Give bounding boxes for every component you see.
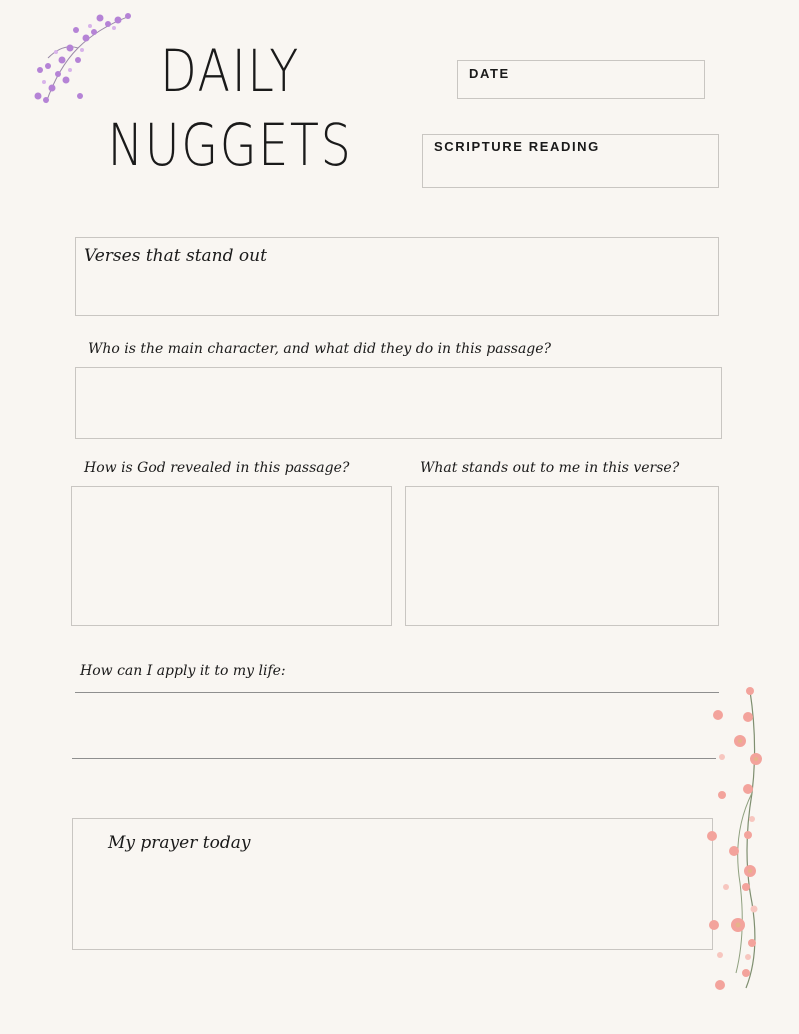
prayer-box[interactable] — [72, 818, 713, 950]
main-character-box[interactable] — [75, 367, 722, 439]
date-label: DATE — [469, 66, 510, 81]
apply-line-2[interactable] — [72, 758, 716, 759]
apply-prompt: How can I apply it to my life: — [80, 663, 286, 679]
pink-flower-vine-icon — [702, 683, 768, 995]
god-revealed-prompt: How is God revealed in this passage? — [84, 460, 350, 476]
god-revealed-box[interactable] — [71, 486, 392, 626]
date-field[interactable] — [457, 60, 705, 99]
lavender-sprig-icon — [18, 8, 138, 113]
stands-out-box[interactable] — [405, 486, 719, 626]
page-title-line1: DAILY — [160, 37, 300, 105]
verses-box[interactable] — [75, 237, 719, 316]
verses-prompt: Verses that stand out — [84, 246, 267, 266]
stands-out-prompt: What stands out to me in this verse? — [420, 460, 680, 476]
page-title-line2: NUGGETS — [107, 111, 353, 179]
scripture-reading-label: SCRIPTURE READING — [434, 139, 600, 154]
main-character-prompt: Who is the main character, and what did they do in this passage? — [88, 341, 552, 357]
scripture-reading-field[interactable] — [422, 134, 719, 188]
prayer-prompt: My prayer today — [108, 833, 251, 853]
apply-line-1[interactable] — [75, 692, 719, 693]
